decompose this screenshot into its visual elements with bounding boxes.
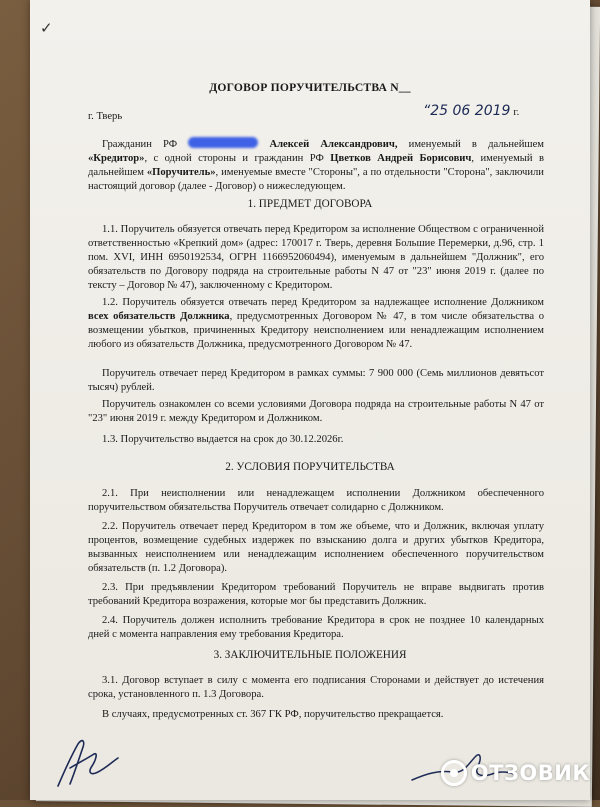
guarantor-role: «Поручитель» bbox=[146, 167, 216, 179]
document-title: ДОГОВОР ПОРУЧИТЕЛЬСТВА N__ bbox=[209, 81, 411, 94]
clause-2-4: 2.4. Поручитель должен исполнить требование Кредитора в срок не позднее 10 календарных дней с момента направления ему требования Кредитора. bbox=[88, 615, 544, 641]
clause-2-3: 2.3. При предъявлении Кредитором требований Поручитель не вправе выдвигать против требований Кредитора возражения, которые мог бы представить Должник. bbox=[88, 582, 544, 608]
clause-1-3: 1.3. Поручительство выдается на срок до 30.12.2026г. bbox=[102, 434, 344, 445]
clause-1-2 bbox=[88, 296, 544, 352]
contract-page bbox=[30, 0, 590, 800]
creditor-role: «Кредитор» bbox=[88, 153, 145, 165]
date-line bbox=[423, 104, 519, 120]
guarantee-sum: Поручитель отвечает перед Кредитором в рамках суммы: 7 900 000 (Семь миллионов девятьсот тысяч) рублей. bbox=[88, 368, 544, 394]
preamble-text-3: , с одной стороны и гражданин РФ bbox=[144, 153, 331, 165]
clause-2-1: 2.1. При неисполнении или ненадлежащем исполнении Должником обеспеченного поручительством обязательства Поручитель отвечает солидарно с Должником. bbox=[88, 488, 544, 514]
creditor-name: Алексей Александрович, bbox=[269, 139, 398, 150]
watermark bbox=[441, 760, 590, 786]
clause-1-2-bold: всех обязательств Должника bbox=[88, 311, 230, 323]
guarantor-signature bbox=[48, 728, 128, 792]
handwritten-date: “25 06 2019 bbox=[423, 103, 511, 119]
guarantor-name: Цветков Андрей Борисович bbox=[330, 153, 472, 165]
clause-1-2-text-a: 1.2. Поручитель обязуется отвечать перед Кредитором за надлежащее исполнение Должником bbox=[102, 297, 544, 308]
clause-3-1: 3.1. Договор вступает в силу с момента его подписания Сторонами и действует до истечения срока, установленного п. 1.3 Договора. bbox=[88, 675, 544, 701]
preamble-text-5: , именуемые вместе "Стороны", а по отдельности "Сторона", заключили настоящий договор (далее - Договор) о нижеследующем. bbox=[88, 167, 544, 193]
section-3-heading: 3. ЗАКЛЮЧИТЕЛЬНЫЕ ПОЛОЖЕНИЯ bbox=[213, 649, 407, 661]
section-2-heading: 2. УСЛОВИЯ ПОРУЧИТЕЛЬСТВА bbox=[225, 461, 395, 473]
watermark-text: ОТЗОВИК bbox=[470, 761, 590, 785]
section-1-heading: 1. ПРЕДМЕТ ДОГОВОРА bbox=[247, 198, 373, 210]
clause-1-1: 1.1. Поручитель обязуется отвечать перед Кредитором за исполнение Обществом с ограниченной ответственностью «Крепкий дом» (адрес: 170017 г. Тверь, деревня Большие Перемерки, д.96, стр. 1 пом. XVI, ИНН 6950192534, ОГРН 1166952060494), именуемым в дальнейшем "Должник", его обязательств по Договору подряда на строительные работы N 47 от "23" июня 2019 г. (далее по тексту – Договор № 47), заключенному с Кредитором. bbox=[88, 224, 544, 292]
preamble-text-1: Гражданин РФ bbox=[102, 139, 189, 150]
preamble-text-4: , именуемый в дальнейшем bbox=[88, 153, 544, 179]
preamble-paragraph bbox=[88, 137, 544, 194]
city-line: г. Тверь bbox=[88, 111, 123, 122]
preamble-text-2: именуемый в дальнейшем bbox=[397, 139, 544, 150]
clause-1-2-text-b: , предусмотренных Договором № 47, в том числе обязательства о возмещении убытков, причиненных Кредитору неисполнением или ненадлежащим исполнением любого из обязательств Должника, предусмотренного Договором № 47. bbox=[88, 311, 544, 351]
clause-3-2: В случаях, предусмотренных ст. 367 ГК РФ, поручительство прекращается. bbox=[102, 709, 444, 720]
corner-check-mark: ✓ bbox=[40, 21, 53, 37]
redacted-surname bbox=[188, 137, 258, 148]
clause-2-2: 2.2. Поручитель отвечает перед Кредитором в том же объеме, что и Должник, включая уплату процентов, возмещение судебных издержек по взысканию долга и других убытков Кредитора, вызванных неисполнением или ненадлежащим исполнением обеспеченного поручительством обязательств (п. 1.2 Договора). bbox=[88, 521, 544, 575]
familiarization-note: Поручитель ознакомлен со всеми условиями Договора подряда на строительные работы N 47 от "23" июня 2019 г. между Кредитором и Должником. bbox=[88, 399, 544, 425]
otzovik-logo-icon bbox=[441, 760, 467, 786]
date-suffix: г. bbox=[513, 107, 520, 118]
